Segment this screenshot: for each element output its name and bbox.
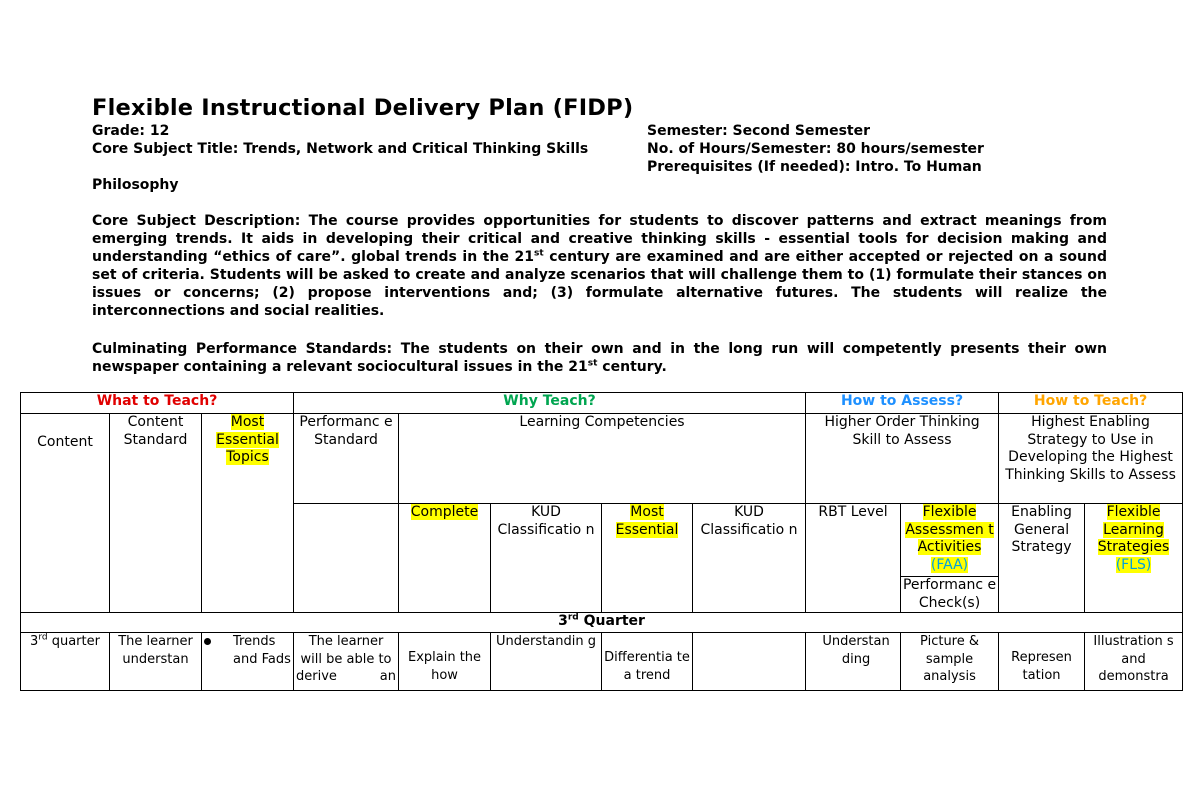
row-fls: Illustration s and demonstra — [1085, 633, 1183, 691]
quarter-label: 3rd Quarter — [21, 613, 1183, 633]
bullet-icon — [204, 638, 211, 645]
prerequisites-continued: Philosophy — [92, 177, 179, 193]
kud-classification-header-2: KUD Classificatio n — [693, 504, 806, 613]
hots-header: Higher Order Thinking Skill to Assess — [806, 414, 999, 504]
row-topic: Trends and Fads — [202, 633, 294, 691]
quarter-row — [21, 613, 1183, 633]
row-most-essential: Differentia te a trend — [602, 633, 693, 691]
grade: Grade: 12 — [92, 123, 170, 139]
row-enabling: Represen tation — [999, 633, 1085, 691]
row-complete: Explain the how — [399, 633, 491, 691]
learning-competencies-header: Learning Competencies — [399, 414, 806, 504]
complete-header: Complete — [399, 504, 491, 613]
table-header-row — [21, 393, 1183, 414]
table-subheader-row — [21, 414, 1183, 504]
performance-standard-header: Performanc e Standard — [294, 414, 399, 504]
faa-header: Flexible Assessmen t Activities (FAA) Performanc e Check(s) — [901, 504, 999, 613]
row-content-standard: The learner understan — [110, 633, 202, 691]
how-to-assess-header: How to Assess? — [806, 393, 999, 414]
why-teach-header: Why Teach? — [294, 393, 806, 414]
highest-enabling-header: Highest Enabling Strategy to Use in Developing the Highest Thinking Skills to Assess — [999, 414, 1183, 504]
row-performance-standard: The learner will be able to derive an — [294, 633, 399, 691]
description-label: Core Subject Description — [92, 213, 295, 229]
row-faa: Picture & sample analysis — [901, 633, 999, 691]
row-kud-1: Understandin g — [491, 633, 602, 691]
enabling-general-strategy-header: Enabling General Strategy — [999, 504, 1085, 613]
rbt-level-header: RBT Level — [806, 504, 901, 613]
document-title: Flexible Instructional Delivery Plan (FIDP) — [92, 95, 634, 121]
kud-classification-header-1: KUD Classificatio n — [491, 504, 602, 613]
semester: Semester: Second Semester — [647, 123, 871, 139]
culminating-performance-standards: Culminating Performance Standards: The students on their own and in the long run will competently presents their own newspaper containing a relevant sociocultural issues in the 21st century. — [92, 341, 1107, 375]
most-essential-header: Most Essential — [602, 504, 693, 613]
row-kud-2 — [693, 633, 806, 691]
fls-header: Flexible Learning Strategies (FLS) — [1085, 504, 1183, 613]
most-essential-topics-header: Most Essential Topics — [202, 414, 294, 613]
content-header: Content — [21, 414, 110, 613]
how-to-teach-header: How to Teach? — [999, 393, 1183, 414]
core-subject-description: Core Subject Description: The course provides opportunities for students to discover patterns and extract meanings from emerging trends. It aids in developing their critical and creative thinking skills - essential tools for decision making and understanding “ethics of care”. global trends in the 21st century are examined and are either accepted or rejected on a sound set of criteria. Students will be asked to create and analyze scenarios that will challenge them to (1) formulate their stances on issues or concerns; (2) propose interventions and; (3) formulate alternative futures. The students will realize the interconnections and social realities. — [92, 213, 1107, 319]
row-quarter: 3rd quarter — [21, 633, 110, 691]
hours: No. of Hours/Semester: 80 hours/semester — [647, 141, 984, 157]
performance-checks-header: Performanc e Check(s) — [902, 577, 997, 611]
table-row — [21, 633, 1183, 691]
fidp-table — [20, 392, 1183, 691]
row-rbt-level: Understan ding — [806, 633, 901, 691]
document-header — [92, 94, 1112, 376]
prerequisites: Prerequisites (If needed): Intro. To Human — [647, 159, 982, 175]
what-to-teach-header: What to Teach? — [21, 393, 294, 414]
content-standard-header: Content Standard — [110, 414, 202, 613]
core-subject-title: Core Subject Title: Trends, Network and Critical Thinking Skills — [92, 141, 589, 157]
